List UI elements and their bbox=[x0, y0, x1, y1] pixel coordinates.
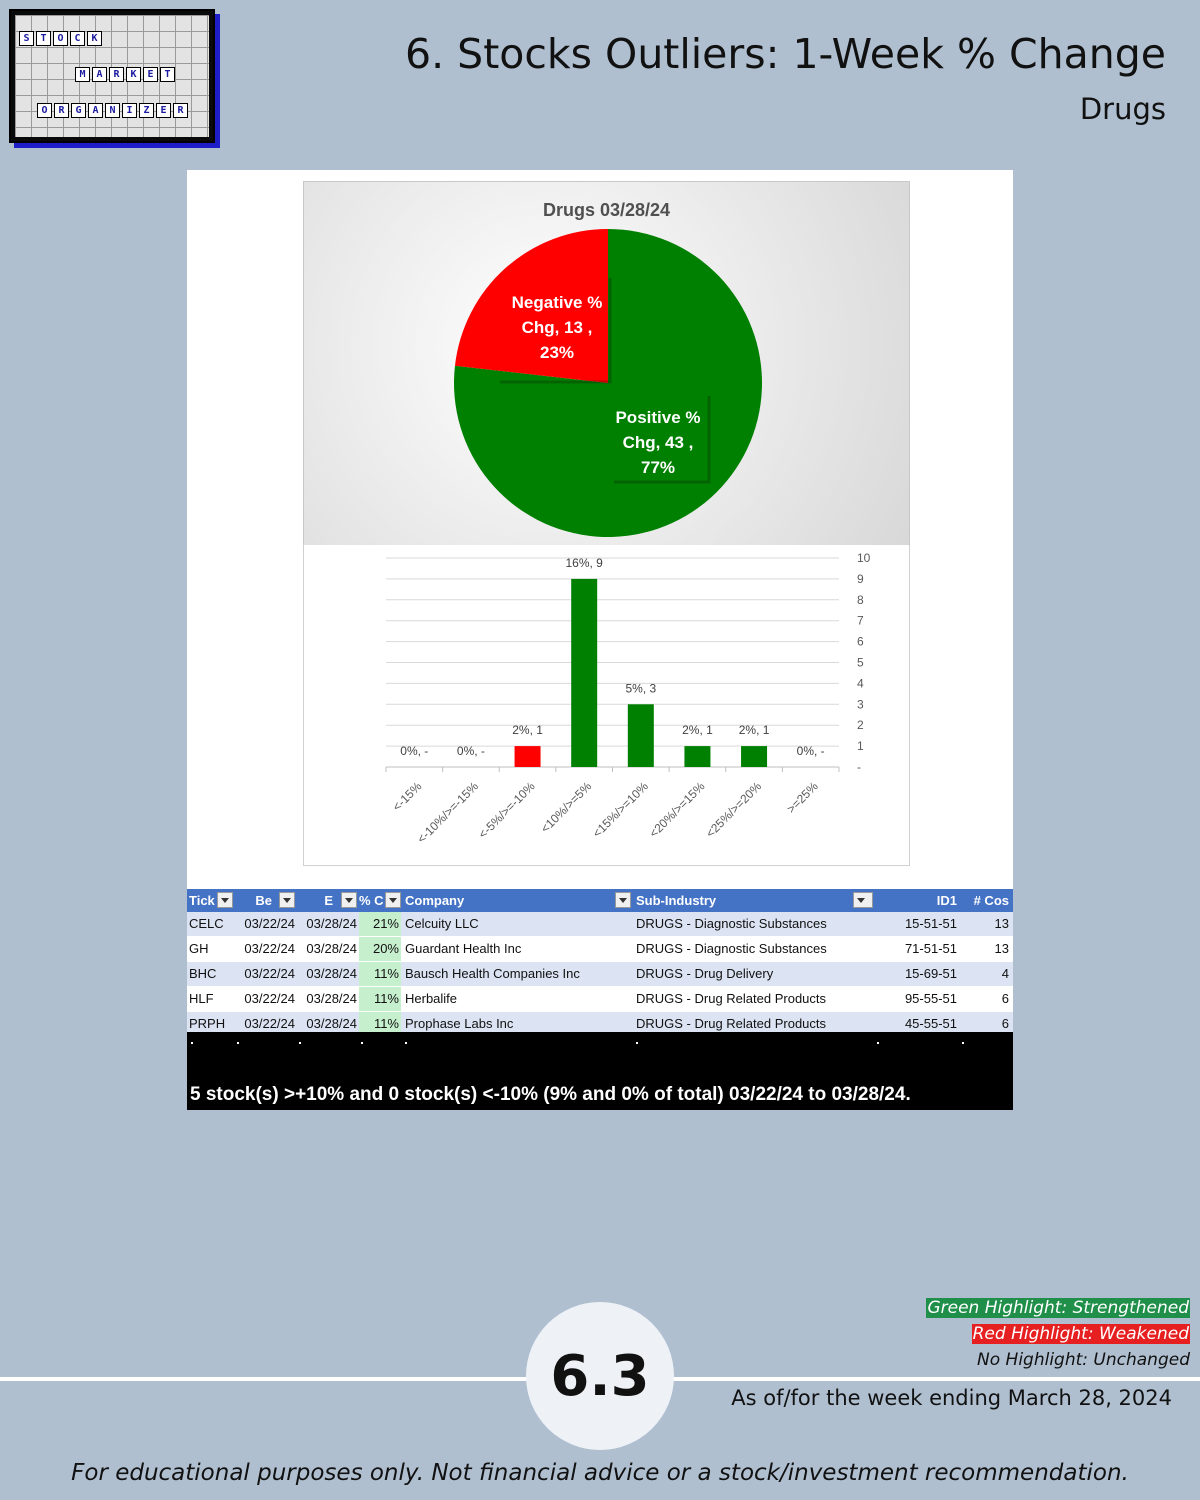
table-body bbox=[187, 912, 1013, 1037]
y-tick-label: 7 bbox=[857, 613, 864, 628]
table-cell: 03/22/24 bbox=[244, 1016, 295, 1031]
table-cell: 03/22/24 bbox=[244, 941, 295, 956]
divider-dot bbox=[405, 1042, 407, 1044]
table-cell: DRUGS - Diagnostic Substances bbox=[636, 941, 827, 956]
table-header-row bbox=[187, 889, 1013, 912]
summary-text: 5 stock(s) >+10% and 0 stock(s) <-10% (9% and 0% of total) 03/22/24 to 03/28/24. bbox=[190, 1084, 911, 1105]
logo-letter: T bbox=[36, 31, 51, 46]
y-tick-label: 1 bbox=[857, 739, 864, 754]
bar-data-label: 0%, - bbox=[400, 744, 429, 758]
divider-dot bbox=[237, 1042, 239, 1044]
disclaimer: For educational purposes only. Not financial advice or a stock/investment recommendation. bbox=[71, 1460, 1129, 1486]
x-tick-label: <-5%/>=-10% bbox=[475, 779, 538, 842]
divider-dot bbox=[361, 1042, 363, 1044]
pie-chart-area bbox=[303, 181, 910, 547]
logo-word-market bbox=[75, 67, 177, 82]
legend-green-highlight: Green Highlight: Strengthened bbox=[927, 1298, 1189, 1318]
pie-label-positive-line: Chg, 43 , bbox=[622, 433, 694, 452]
chart-panel bbox=[187, 170, 1013, 1110]
table-cell: CELC bbox=[189, 916, 224, 931]
bar-data-label: 2%, 1 bbox=[512, 723, 543, 738]
x-tick-label: >=25% bbox=[784, 779, 821, 817]
table-cell: 03/22/24 bbox=[244, 966, 295, 981]
table-header-cell: # Cos bbox=[973, 893, 1009, 908]
bar-5 bbox=[684, 746, 710, 767]
table-cell: 11% bbox=[359, 987, 401, 1011]
y-tick-label: 8 bbox=[857, 592, 864, 607]
table-cell: 6 bbox=[1001, 991, 1009, 1006]
table-cell: 03/28/24 bbox=[306, 966, 357, 981]
table-cell: PRPH bbox=[189, 1016, 226, 1031]
table-cell: 13 bbox=[994, 941, 1009, 956]
bar-chart-area bbox=[303, 545, 910, 866]
table-cell: HLF bbox=[189, 991, 214, 1006]
filter-dropdown-icon[interactable] bbox=[341, 892, 357, 908]
bar-data-label: 0%, - bbox=[796, 744, 825, 758]
legend-red-highlight: Red Highlight: Weakened bbox=[972, 1324, 1189, 1344]
table-header-cell: Company bbox=[405, 893, 465, 908]
y-tick-label: 2 bbox=[857, 718, 864, 733]
table-cell: 03/22/24 bbox=[244, 991, 295, 1006]
logo-letter: R bbox=[173, 103, 188, 118]
table-header-cell: % C bbox=[359, 893, 384, 908]
logo-letter: O bbox=[53, 31, 68, 46]
table-header-cell: Sub-Industry bbox=[636, 893, 717, 908]
x-tick-label: <-15% bbox=[389, 779, 425, 814]
table-header-cell: E bbox=[324, 893, 333, 908]
divider-dot bbox=[636, 1042, 638, 1044]
logo-letter: Z bbox=[139, 103, 154, 118]
table-cell: Celcuity LLC bbox=[405, 916, 479, 931]
table-cell: Bausch Health Companies Inc bbox=[405, 966, 580, 981]
table-row bbox=[187, 912, 1013, 937]
divider-dot bbox=[877, 1042, 879, 1044]
table-cell: 15-51-51 bbox=[904, 916, 957, 931]
table-cell: DRUGS - Drug Related Products bbox=[636, 1016, 827, 1031]
y-tick-label: 9 bbox=[857, 571, 864, 586]
logo-letter: I bbox=[122, 103, 137, 118]
pie-chart bbox=[304, 182, 909, 546]
y-tick-label: - bbox=[857, 760, 861, 774]
table-cell: 21% bbox=[359, 912, 401, 936]
summary-bar bbox=[187, 1032, 1013, 1110]
as-of-date: As of/for the week ending March 28, 2024 bbox=[731, 1386, 1172, 1410]
logo-letter: S bbox=[19, 31, 34, 46]
table-cell: DRUGS - Drug Delivery bbox=[636, 966, 774, 981]
table-cell: 03/28/24 bbox=[306, 941, 357, 956]
bar-data-label: 2%, 1 bbox=[682, 723, 713, 738]
table-header-cell: Tick bbox=[189, 893, 215, 908]
table-cell: 03/28/24 bbox=[306, 1016, 357, 1031]
table-cell: 15-69-51 bbox=[904, 966, 957, 981]
bar-2 bbox=[515, 746, 541, 767]
y-tick-label: 4 bbox=[857, 676, 864, 691]
y-tick-label: 5 bbox=[857, 655, 864, 670]
divider-dot bbox=[299, 1042, 301, 1044]
table-row bbox=[187, 962, 1013, 987]
table-cell: 13 bbox=[994, 916, 1009, 931]
logo-letter: G bbox=[71, 103, 86, 118]
logo-letter: T bbox=[160, 67, 175, 82]
table-header-cell: Be bbox=[255, 893, 272, 908]
table-cell: Prophase Labs Inc bbox=[405, 1016, 514, 1031]
y-tick-label: 10 bbox=[857, 551, 871, 565]
logo-letter: A bbox=[88, 103, 103, 118]
x-tick-label: <20%/>=15% bbox=[646, 779, 708, 841]
logo-letter: E bbox=[143, 67, 158, 82]
logo-letter: E bbox=[156, 103, 171, 118]
pie-label-negative-line: Chg, 13 , bbox=[521, 318, 593, 337]
bar-3 bbox=[571, 579, 597, 767]
x-tick-label: <-10%/>=-15% bbox=[414, 779, 482, 846]
x-tick-label: <25%/>=20% bbox=[703, 779, 765, 841]
table-cell: GH bbox=[189, 941, 209, 956]
table-header-cell: ID1 bbox=[936, 893, 957, 908]
filter-dropdown-icon[interactable] bbox=[279, 892, 295, 908]
stock-market-organizer-logo bbox=[9, 9, 215, 143]
table-cell: 4 bbox=[1001, 966, 1009, 981]
pie-label-negative-line: 23% bbox=[539, 343, 575, 362]
table-cell: 03/28/24 bbox=[306, 916, 357, 931]
page-number-badge: 6.3 bbox=[526, 1302, 674, 1450]
x-tick-label: <10%/>=5% bbox=[537, 779, 595, 836]
logo-letter: N bbox=[105, 103, 120, 118]
table-cell: 11% bbox=[359, 962, 401, 986]
logo-letter: C bbox=[70, 31, 85, 46]
pie-chart-title: Drugs 03/28/24 bbox=[542, 200, 671, 220]
logo-word-stock bbox=[19, 31, 104, 46]
logo-letter: A bbox=[92, 67, 107, 82]
pie-label-positive-line: Positive % bbox=[615, 408, 701, 427]
logo-letter: R bbox=[54, 103, 69, 118]
table-row bbox=[187, 987, 1013, 1012]
table-cell: 45-55-51 bbox=[904, 1016, 957, 1031]
divider-dot bbox=[191, 1042, 193, 1044]
bar-data-label: 0%, - bbox=[456, 744, 485, 758]
table-cell: 6 bbox=[1001, 1016, 1009, 1031]
logo-letter: R bbox=[109, 67, 124, 82]
pie-label-negative-line: Negative % bbox=[511, 293, 603, 312]
table-row bbox=[187, 937, 1013, 962]
bar-4 bbox=[628, 704, 654, 767]
filter-funnel-icon[interactable] bbox=[853, 892, 873, 908]
logo-letter: K bbox=[87, 31, 102, 46]
filter-dropdown-icon[interactable] bbox=[615, 892, 631, 908]
table-cell: Herbalife bbox=[405, 991, 458, 1006]
y-tick-label: 6 bbox=[857, 634, 864, 649]
page-title: 6. Stocks Outliers: 1-Week % Change bbox=[405, 30, 1166, 78]
table-cell: DRUGS - Diagnostic Substances bbox=[636, 916, 827, 931]
table-cell: DRUGS - Drug Related Products bbox=[636, 991, 827, 1006]
table-cell: Guardant Health Inc bbox=[405, 941, 522, 956]
outliers-table bbox=[187, 889, 1013, 1037]
bar-chart bbox=[304, 545, 909, 865]
table-cell: 71-51-51 bbox=[904, 941, 957, 956]
table-cell: 11% bbox=[359, 1012, 401, 1036]
legend-no-highlight: No Highlight: Unchanged bbox=[977, 1350, 1190, 1370]
y-tick-label: 3 bbox=[857, 697, 864, 712]
table-cell: 95-55-51 bbox=[904, 991, 957, 1006]
filter-dropdown-icon[interactable] bbox=[385, 892, 401, 908]
logo-letter: O bbox=[37, 103, 52, 118]
bar-data-label: 5%, 3 bbox=[625, 681, 657, 696]
logo-letter: M bbox=[75, 67, 90, 82]
x-tick-label: <15%/>=10% bbox=[589, 779, 651, 841]
page-subtitle: Drugs bbox=[1079, 92, 1166, 126]
table-cell: 03/22/24 bbox=[244, 916, 295, 931]
logo-letter: K bbox=[126, 67, 141, 82]
table-cell: BHC bbox=[189, 966, 217, 981]
bar-6 bbox=[741, 746, 767, 767]
bar-data-label: 2%, 1 bbox=[738, 723, 770, 738]
bar-data-label: 16%, 9 bbox=[565, 555, 603, 570]
table-cell: 03/28/24 bbox=[306, 991, 357, 1006]
pie-label-positive-line: 77% bbox=[640, 458, 676, 477]
divider-dot bbox=[962, 1042, 964, 1044]
logo-word-organizer bbox=[37, 103, 190, 118]
table-cell: 20% bbox=[359, 937, 401, 961]
